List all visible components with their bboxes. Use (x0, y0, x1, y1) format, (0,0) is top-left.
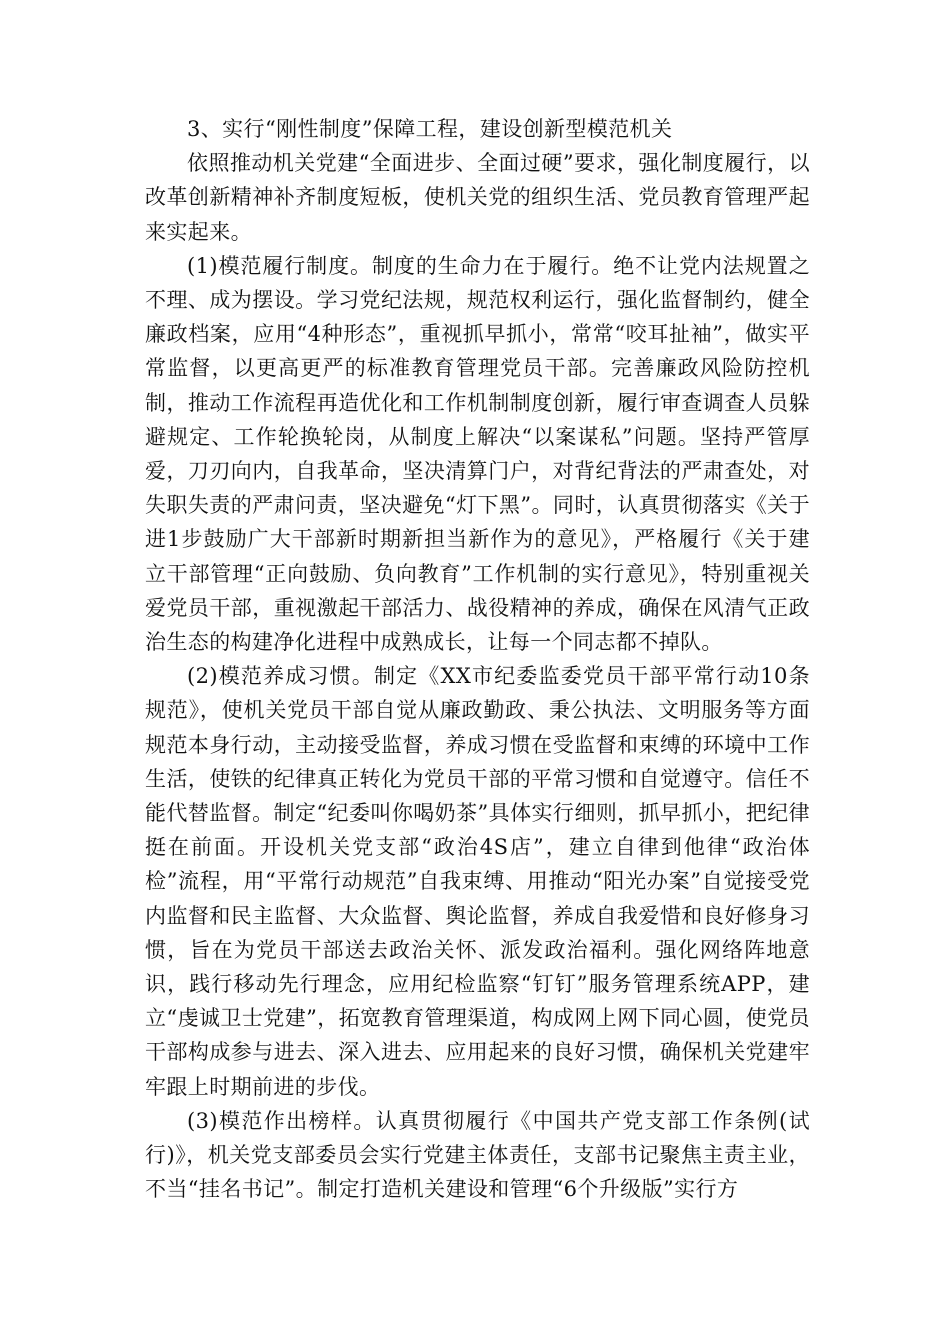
paragraph-2-develop-habits: (2)模范养成习惯。制定《XX市纪委监委党员干部平常行动10条规范》，使机关党员干部自觉从廉政勤政、秉公执法、文明服务等方面规范本身行动，主动接受监督，养成习惯在受监督和束缚的环境中工作生活，使铁的纪律真正转化为党员干部的平常习惯和自觉遵守。信任不能代替监督。制定“纪委叫你喝奶茶”具体实行细则，抓早抓小，把纪律挺在前面。开设机关党支部“政治4S店”，建立自律到他律“政治体检”流程，用“平常行动规范”自我束缚、用推动“阳光办案”自觉接受党内监督和民主监督、大众监督、舆论监督，养成自我爱惜和良好修身习惯，旨在为党员干部送去政治关怀、派发政治福利。强化网络阵地意识，践行移动先行理念，应用纪检监察“钉钉”服务管理系统APP，建立“虔诚卫士党建”，拓宽教育管理渠道，构成网上网下同心圆，使党员干部构成参与进去、深入进去、应用起来的良好习惯，确保机关党建牢牢跟上时期前进的步伐。 (145, 664, 810, 1099)
section-heading: 3、实行“刚性制度”保障工程，建设创新型模范机关 (187, 117, 673, 141)
paragraph-1-implement-system: (1)模范履行制度。制度的生命力在于履行。绝不让党内法规置之不理、成为摆设。学习党纪法规，规范权利运行，强化监督制约，健全廉政档案，应用“4种形态”，重视抓早抓小，常常“咬耳扯袖”，做实平常监督，以更高更严的标准教育管理党员干部。完善廉政风险防控机制，推动工作流程再造优化和工作机制制度创新，履行审查调查人员躲避规定、工作轮换轮岗，从制度上解决“以案谋私”问题。坚持严管厚爱，刀刃向内，自我革命，坚决清算门户，对背纪背法的严肃查处，对失职失责的严肃问责，坚决避免“灯下黑”。同时，认真贯彻落实《关于进1步鼓励广大干部新时期新担当新作为的意见》，严格履行《关于建立干部管理“正向鼓励、负向教育”工作机制的实行意见》，特别重视关爱党员干部，重视激起干部活力、战役精神的养成，确保在风清气正政治生态的构建净化进程中成熟成长，让每一个同志都不掉队。 (145, 253, 810, 655)
paragraph-3-set-example: (3)模范作出榜样。认真贯彻履行《中国共产党支部工作条例(试行)》，机关党支部委员会实行党建主体责任，支部书记聚焦主责主业，不当“挂名书记”。制定打造机关建设和管理“6个升级版”实行方 (145, 1108, 810, 1202)
document-body (145, 112, 810, 1207)
paragraph-intro: 依照推动机关党建“全面进步、全面过硬”要求，强化制度履行，以改革创新精神补齐制度短板，使机关党的组织生活、党员教育管理严起来实起来。 (145, 151, 810, 244)
